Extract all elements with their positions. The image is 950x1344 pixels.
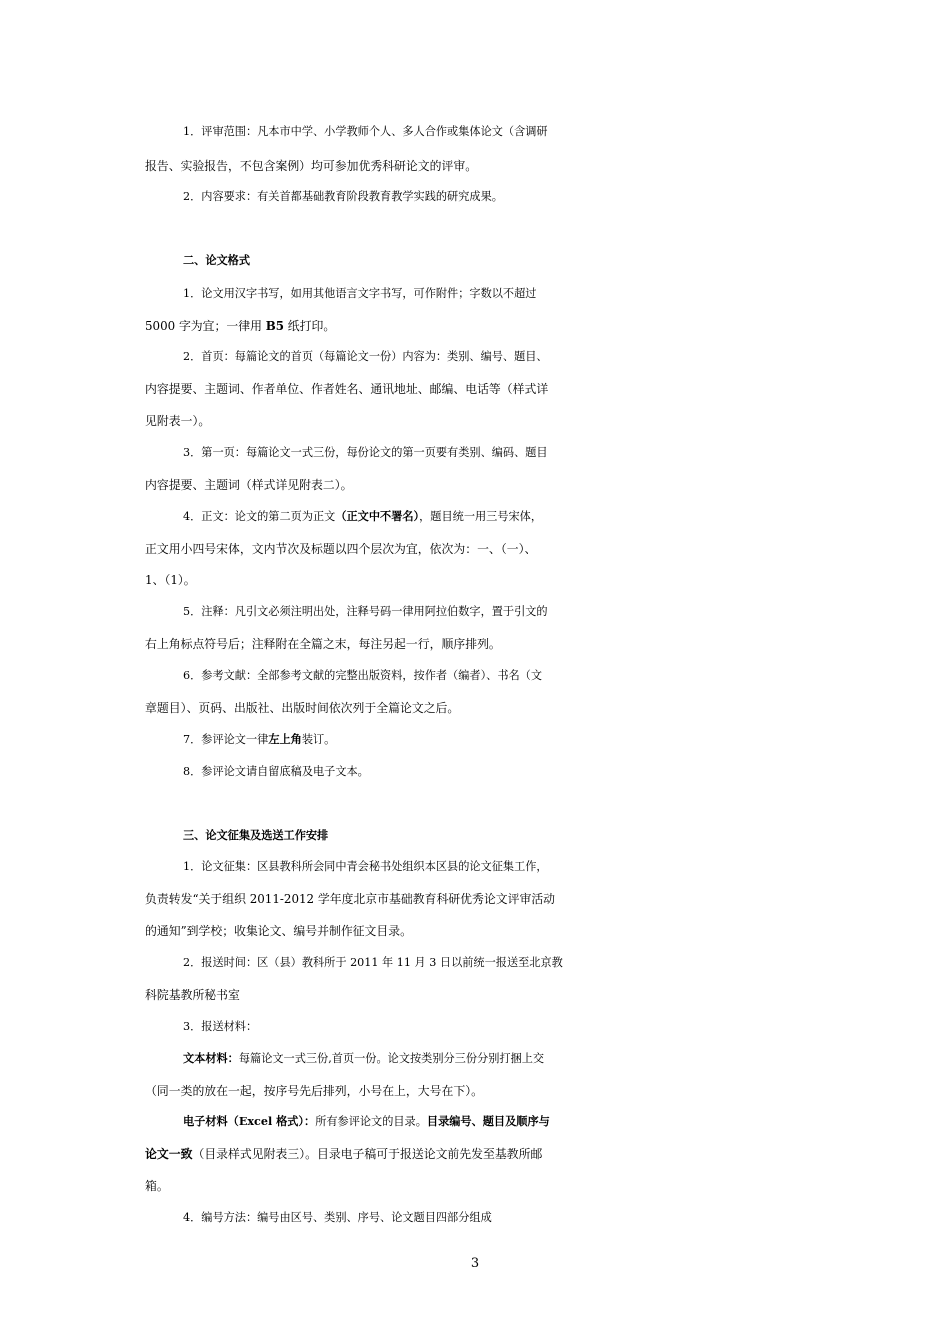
paragraph-line: 1、（1）。 <box>145 573 196 587</box>
paragraph-line: 章题目）、页码、出版社、出版时间依次列于全篇论文之后。 <box>145 701 460 715</box>
paragraph-line: 6．参考文献：全部参考文献的完整出版资料，按作者（编者）、书名（文 <box>183 669 543 682</box>
paragraph-line: 7．参评论文一律左上角装订。 <box>183 733 336 746</box>
paragraph-line: 4．正文：论文的第二页为正文（正文中不署名），题目统一用三号宋体， <box>183 510 543 523</box>
paragraph-line: 科院基教所秘书室 <box>145 988 240 1002</box>
paragraph-line: 5000 字为宜；一律用 B5 纸打印。 <box>145 319 336 333</box>
paragraph-line: 5．注释：凡引文必须注明出处，注释号码一律用阿拉伯数字，置于引文的 <box>183 605 548 618</box>
page-number: 3 <box>470 1256 480 1271</box>
paragraph-line: 3．报送材料： <box>183 1020 258 1033</box>
paragraph-line: 内容提要、主题词、作者单位、作者姓名、通讯地址、邮编、电话等（样式详 <box>145 382 549 396</box>
paragraph-line: 1．论文征集：区县教科所会同中青会秘书处组织本区县的论文征集工作， <box>183 860 548 873</box>
paragraph-line: 1．评审范围：凡本市中学、小学教师个人、多人合作或集体论文（含调研 <box>183 125 548 138</box>
paragraph-line: 1．论文用汉字书写，如用其他语言文字书写，可作附件；字数以不超过 <box>183 287 537 300</box>
paragraph-line: （同一类的放在一起，按序号先后排列，小号在上，大号在下）。 <box>145 1084 483 1098</box>
paragraph-line: 右上角标点符号后；注释附在全篇之末，每注另起一行，顺序排列。 <box>145 637 501 651</box>
paragraph-line: 8．参评论文请自留底稿及电子文本。 <box>183 765 369 778</box>
paragraph-line: 2．首页：每篇论文的首页（每篇论文一份）内容为：类别、编号、题目、 <box>183 350 548 363</box>
paragraph-line: 电子材料（Excel 格式）：所有参评论文的目录。目录编号、题目及顺序与 <box>183 1115 550 1128</box>
paragraph-line: 2．报送时间：区（县）教科所于 2011 年 11 月 3 日以前统一报送至北京教 <box>183 956 563 969</box>
paragraph-line: 内容提要、主题词（样式详见附表二）。 <box>145 478 353 492</box>
paragraph-line: 报告、实验报告，不包含案例）均可参加优秀科研论文的评审。 <box>145 159 478 173</box>
paragraph-line: 箱。 <box>145 1179 169 1193</box>
paragraph-line: 4．编号方法：编号由区号、类别、序号、论文题目四部分组成 <box>183 1211 492 1224</box>
paragraph-line: 论文一致（目录样式见附表三）。目录电子稿可于报送论文前先发至基教所邮 <box>145 1147 543 1161</box>
paragraph-line: 3．第一页：每篇论文一式三份，每份论文的第一页要有类别、编码、题目 <box>183 446 548 459</box>
section-heading: 三、论文征集及选送工作安排 <box>183 829 329 842</box>
paragraph-line: 负责转发“关于组织 2011-2012 学年度北京市基础教育科研优秀论文评审活动 <box>145 892 556 906</box>
paragraph-line: 的通知”到学校；收集论文、编号并制作征文目录。 <box>145 924 412 938</box>
paragraph-line: 文本材料：每篇论文一式三份,首页一份。论文按类别分三份分别打捆上交 <box>183 1052 545 1065</box>
section-heading: 二、论文格式 <box>183 254 251 267</box>
paragraph-line: 正文用小四号宋体，文内节次及标题以四个层次为宜，依次为：一、（一）、 <box>145 542 537 556</box>
paragraph-line: 2．内容要求：有关首都基础教育阶段教育教学实践的研究成果。 <box>183 190 503 203</box>
paragraph-line: 见附表一）。 <box>145 414 211 428</box>
